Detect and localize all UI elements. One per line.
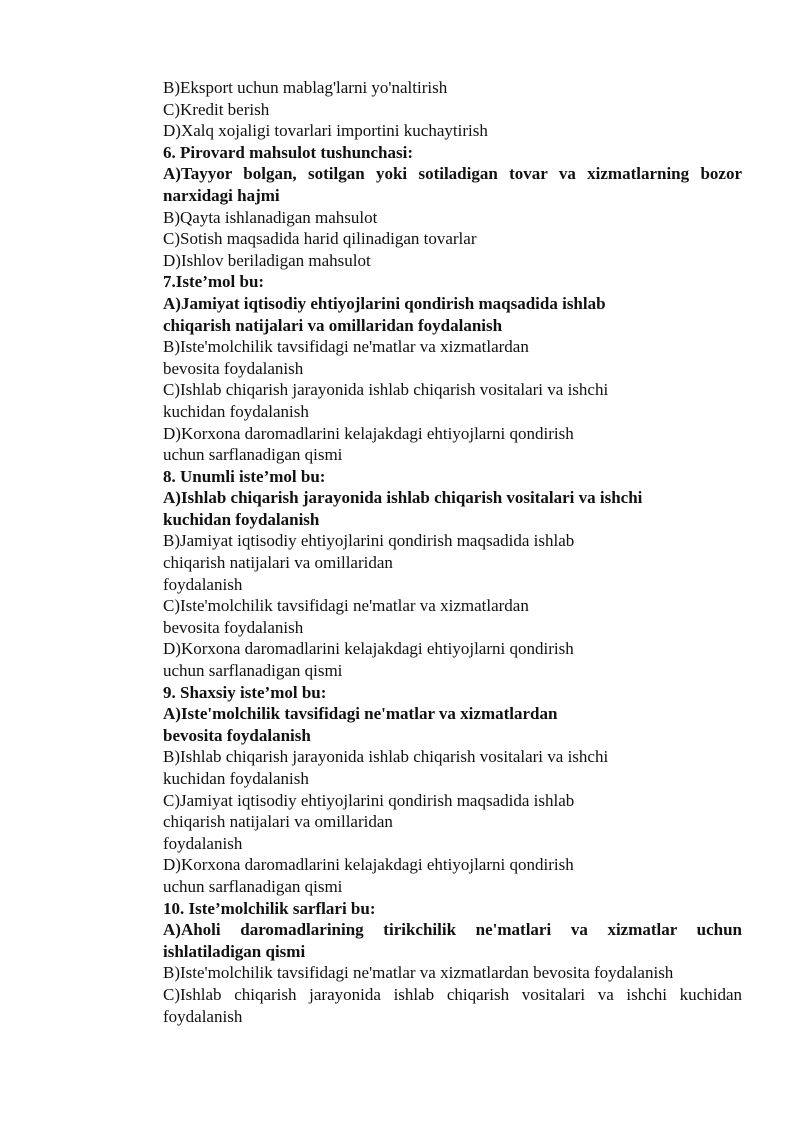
q7-option-d-line1: D)Korxona daromadlarini kelajakdagi ehtiyojlarni qondirish — [163, 423, 574, 443]
q10-option-a: A)Aholi daromadlarining tirikchilik ne'matlari va xizmatlar uchun ishlatiladigan qismi — [163, 920, 742, 961]
q7-option-c-line2: kuchidan foydalanish — [163, 401, 309, 421]
q7-title: 7.Iste’mol bu: — [163, 272, 265, 292]
q9-option-b-line2: kuchidan foydalanish — [163, 769, 309, 788]
q8-option-c-line2: bevosita foydalanish — [163, 617, 304, 637]
q9-option-c-line2: chiqarish natijalari va omillaridan — [163, 812, 393, 832]
q5-option-b: B)Eksport uchun mablag'larni yo'naltirish — [163, 78, 448, 97]
q6-title: 6. Pirovard mahsulot tushunchasi: — [163, 142, 414, 162]
q8-option-b-line1: B)Jamiyat iqtisodiy ehtiyojlarini qondirish maqsadida ishlab — [163, 531, 575, 551]
q7-option-c-line1: C)Ishlab chiqarish jarayonida ishlab chiqarish vositalari va ishchi — [163, 380, 609, 400]
q9-option-a-line2: bevosita foydalanish — [163, 725, 311, 745]
q9-title: 9. Shaxsiy iste’mol bu: — [163, 682, 327, 702]
q7-option-b-line1: B)Iste'molchilik tavsifidagi ne'matlar va xizmatlardan — [163, 337, 529, 357]
q8-option-b-line2: chiqarish natijalari va omillaridan — [163, 553, 393, 573]
q8-option-d-line2: uchun sarflanadigan qismi — [163, 661, 343, 681]
q9-option-a-line1: A)Iste'molchilik tavsifidagi ne'matlar va xizmatlardan — [163, 704, 558, 724]
q7-option-a-line2: chiqarish natijalari va omillaridan foydalanish — [163, 315, 503, 335]
q10-option-c: C)Ishlab chiqarish jarayonida ishlab chiqarish vositalari va ishchi kuchidan foydalanish — [163, 984, 742, 1026]
q9-option-d-line2: uchun sarflanadigan qismi — [163, 876, 343, 896]
q9-option-c-line3: foydalanish — [163, 833, 243, 853]
q10-title: 10. Iste’molchilik sarflari bu: — [163, 898, 376, 918]
q7-option-b-line2: bevosita foydalanish — [163, 358, 304, 378]
q8-option-c-line1: C)Iste'molchilik tavsifidagi ne'matlar va xizmatlardan — [163, 596, 529, 616]
q6-option-d: D)Ishlov beriladigan mahsulot — [163, 250, 371, 270]
q7-option-a-line1: A)Jamiyat iqtisodiy ehtiyojlarini qondirish maqsadida ishlab — [163, 293, 606, 313]
q8-title: 8. Unumli iste’mol bu: — [163, 466, 326, 486]
q8-option-d-line1: D)Korxona daromadlarini kelajakdagi ehtiyojlarni qondirish — [163, 639, 574, 659]
q5-option-d: D)Xalq xojaligi tovarlari importini kuchaytirish — [163, 121, 488, 141]
q5-option-c: C)Kredit berish — [163, 99, 270, 119]
q8-option-b-line3: foydalanish — [163, 574, 243, 594]
q7-option-d-line2: uchun sarflanadigan qismi — [163, 445, 343, 465]
q6-option-a: A)Tayyor bolgan, sotilgan yoki sotiladigan tovar va xizmatlarning bozor narxidagi hajmi — [163, 164, 742, 205]
q6-option-c: C)Sotish maqsadida harid qilinadigan tovarlar — [163, 229, 477, 249]
q9-option-c-line1: C)Jamiyat iqtisodiy ehtiyojlarini qondirish maqsadida ishlab — [163, 790, 575, 810]
q9-option-b-line1: B)Ishlab chiqarish jarayonida ishlab chiqarish vositalari va ishchi — [163, 747, 609, 767]
q9-option-d-line1: D)Korxona daromadlarini kelajakdagi ehtiyojlarni qondirish — [163, 855, 574, 875]
document-body — [117, 77, 742, 1027]
q10-option-b: B)Iste'molchilik tavsifidagi ne'matlar va xizmatlardan bevosita foydalanish — [163, 963, 674, 983]
q6-option-b: B)Qayta ishlanadigan mahsulot — [163, 207, 378, 227]
q8-option-a-line1: A)Ishlab chiqarish jarayonida ishlab chiqarish vositalari va ishchi — [163, 488, 643, 508]
q8-option-a-line2: kuchidan foydalanish — [163, 509, 320, 529]
